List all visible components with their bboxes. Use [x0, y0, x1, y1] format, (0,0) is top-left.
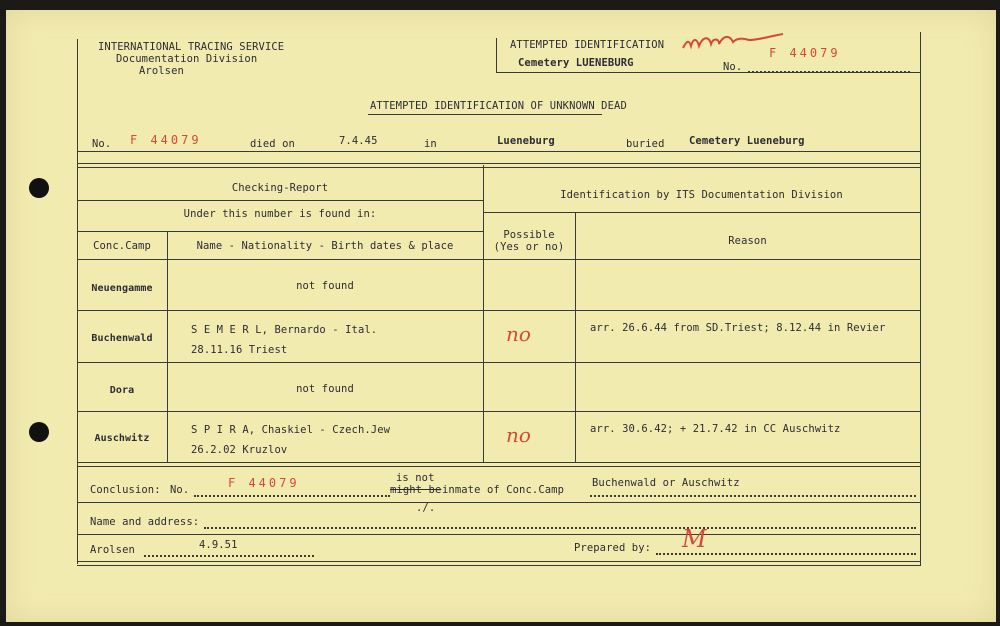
row-name-line2: 26.2.02 Kruzlov	[191, 444, 288, 456]
conclusion-camps: Buchenwald or Auschwitz	[592, 477, 740, 489]
checking-report: Checking-Report	[231, 182, 329, 194]
name-address-label: Name and address:	[90, 516, 200, 528]
right-border	[920, 32, 921, 566]
prepared-by-initial: M	[682, 525, 707, 553]
row-name-line2: 28.11.16 Triest	[191, 344, 288, 356]
conclusion-camps-dots	[590, 495, 916, 497]
header-no-label: No.	[723, 61, 743, 73]
camp-col-divider	[167, 231, 168, 463]
table-divider	[483, 165, 484, 463]
row-reason: arr. 30.6.42; + 21.7.42 in CC Auschwitz	[590, 423, 841, 435]
buried-label: buried	[626, 138, 665, 150]
row-possible: no	[506, 423, 531, 447]
died-on-label: died on	[250, 138, 295, 150]
row-camp: Auschwitz	[94, 433, 150, 444]
conclusion-line	[77, 502, 920, 503]
page-title: ATTEMPTED IDENTIFICATION OF UNKNOWN DEAD	[370, 100, 627, 112]
row-name-line1: not found	[296, 383, 354, 395]
punch-hole-top	[29, 178, 49, 198]
conclusion-is-not: is not	[396, 472, 435, 484]
name-address-line	[77, 534, 920, 535]
row-line	[77, 362, 920, 363]
table-top	[77, 163, 920, 168]
line-c	[483, 212, 920, 213]
col-possible-header-2: (Yes or no)	[493, 241, 565, 253]
header-no-dots	[748, 71, 910, 73]
prepared-by-label: Prepared by:	[574, 542, 652, 554]
conclusion-label: Conclusion:	[90, 484, 161, 496]
row-reason: arr. 26.6.44 from SD.Triest; 8.12.44 in Revier	[590, 322, 886, 334]
col-camp-header: Conc.Camp	[93, 240, 151, 252]
name-address-value: ./.	[416, 502, 436, 514]
header-no-value: F 44079	[769, 46, 841, 60]
row-name-line1: not found	[296, 280, 354, 292]
row-camp: Dora	[109, 385, 135, 396]
org-line-2: Documentation Division	[116, 53, 258, 65]
possible-col-divider	[575, 212, 576, 463]
line-a	[77, 200, 483, 201]
org-line-3: Arolsen	[139, 65, 184, 77]
died-on-value: 7.4.45	[339, 135, 378, 147]
footer-date-dots	[144, 555, 314, 557]
row-name-line1: S E M E R L, Bernardo - Ital.	[191, 324, 378, 336]
row-line	[77, 411, 920, 412]
col-reason-header: Reason	[728, 235, 767, 247]
col-name-header: Name - Nationality - Birth dates & place	[196, 240, 454, 252]
footer-date: 4.9.51	[199, 539, 238, 551]
left-border	[77, 39, 78, 564]
conclusion-inmate-text: inmate of Conc.Camp	[442, 484, 565, 496]
table-bottom	[77, 462, 920, 467]
row-name-line1: S P I R A, Chaskiel - Czech.Jew	[191, 424, 391, 436]
title-underline	[368, 114, 602, 115]
line-b	[77, 231, 483, 232]
conclusion-no-label: No.	[170, 484, 190, 496]
header-box-left	[496, 38, 497, 72]
name-address-dots	[204, 527, 916, 529]
row-camp: Neuengamme	[91, 283, 153, 294]
conclusion-might-be: might be	[390, 484, 442, 496]
record-line	[77, 151, 920, 152]
record-no-label: No.	[92, 138, 112, 150]
footer-arolsen: Arolsen	[90, 544, 135, 556]
index-card	[6, 10, 996, 622]
footer-bottom-line	[77, 561, 920, 566]
org-line-1: INTERNATIONAL TRACING SERVICE	[98, 41, 285, 53]
conclusion-no-value: F 44079	[228, 476, 300, 490]
found-in: Under this number is found in:	[183, 208, 377, 220]
col-possible-header-1: Possible	[503, 229, 555, 241]
conclusion-no-dots	[194, 495, 390, 497]
attempted-identification-label: ATTEMPTED IDENTIFICATION	[510, 39, 665, 51]
buried-value: Cemetery Lueneburg	[689, 135, 805, 147]
in-label: in	[424, 138, 437, 150]
header-bottom-line	[77, 259, 920, 260]
row-camp: Buchenwald	[91, 333, 153, 344]
row-possible: no	[506, 322, 531, 346]
header-cemetery: Cemetery LUENEBURG	[518, 57, 634, 69]
identification-header: Identification by ITS Documentation Division	[560, 189, 843, 201]
record-no-value: F 44079	[130, 133, 202, 147]
punch-hole-bottom	[29, 422, 49, 442]
row-line	[77, 310, 920, 311]
prepared-by-dots	[656, 553, 916, 555]
place-value: Lueneburg	[497, 135, 555, 147]
